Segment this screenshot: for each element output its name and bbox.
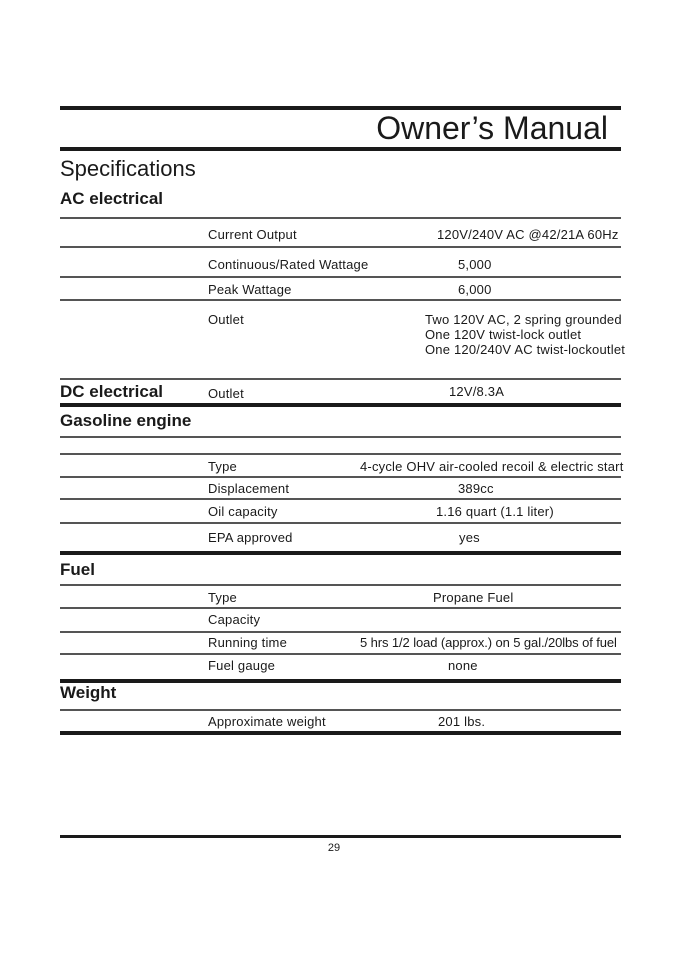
spec-value: Two 120V AC, 2 spring grounded: [425, 312, 622, 327]
divider: [60, 246, 621, 248]
manual-title: Owner’s Manual: [376, 110, 608, 146]
spec-value: 389cc: [458, 481, 494, 496]
divider: [60, 453, 621, 455]
section-heading-engine: Gasoline engine: [60, 411, 192, 430]
spec-value: 4-cycle OHV air-cooled recoil & electric start: [360, 459, 624, 474]
spec-label: Approximate weight: [208, 714, 326, 729]
spec-label: Outlet: [208, 386, 244, 401]
spec-label: Capacity: [208, 612, 261, 627]
spec-value: 6,000: [458, 282, 492, 297]
spec-label: Continuous/Rated Wattage: [208, 257, 369, 272]
spec-value: 5 hrs 1/2 load (approx.) on 5 gal./20lbs of fuel: [360, 635, 617, 650]
spec-value: 201 lbs.: [438, 714, 486, 729]
divider: [60, 276, 621, 278]
spec-value: none: [448, 658, 478, 673]
section-heading-dc: DC electrical: [60, 382, 163, 401]
spec-value: yes: [459, 530, 480, 545]
spec-value: One 120V twist-lock outlet: [425, 327, 582, 342]
divider: [60, 679, 621, 683]
divider: [60, 217, 621, 219]
divider: [60, 147, 621, 151]
spec-label: Fuel gauge: [208, 658, 276, 673]
page-number: 29: [327, 842, 341, 854]
divider: [60, 299, 621, 301]
spec-label: Peak Wattage: [208, 282, 292, 297]
footer-divider: [60, 835, 621, 838]
spec-label: Displacement: [208, 481, 290, 496]
spec-value: 5,000: [458, 257, 492, 272]
spec-label: Current Output: [208, 227, 297, 242]
page-title: Specifications: [60, 156, 196, 181]
divider: [60, 403, 621, 407]
divider: [60, 653, 621, 655]
spec-value: One 120/240V AC twist-lockoutlet: [425, 342, 626, 357]
spec-label: Oil capacity: [208, 504, 278, 519]
divider: [60, 476, 621, 478]
divider: [60, 498, 621, 500]
section-heading-fuel: Fuel: [60, 560, 95, 579]
divider: [60, 607, 621, 609]
spec-label: Type: [208, 459, 237, 474]
divider: [60, 631, 621, 633]
divider: [60, 522, 621, 524]
divider: [60, 436, 621, 438]
divider: [60, 709, 621, 711]
spec-label: Type: [208, 590, 237, 605]
section-heading-ac: AC electrical: [60, 189, 163, 208]
spec-label: Outlet: [208, 312, 244, 327]
divider: [60, 551, 621, 555]
spec-value: 120V/240V AC @42/21A 60Hz: [437, 227, 619, 242]
divider: [60, 584, 621, 586]
spec-value: Propane Fuel: [433, 590, 514, 605]
spec-value: 1.16 quart (1.1 liter): [436, 504, 554, 519]
spec-value: 12V/8.3A: [449, 384, 505, 399]
divider: [60, 378, 621, 380]
spec-label: EPA approved: [208, 530, 293, 545]
spec-label: Running time: [208, 635, 287, 650]
section-heading-weight: Weight: [60, 683, 117, 702]
divider: [60, 731, 621, 735]
